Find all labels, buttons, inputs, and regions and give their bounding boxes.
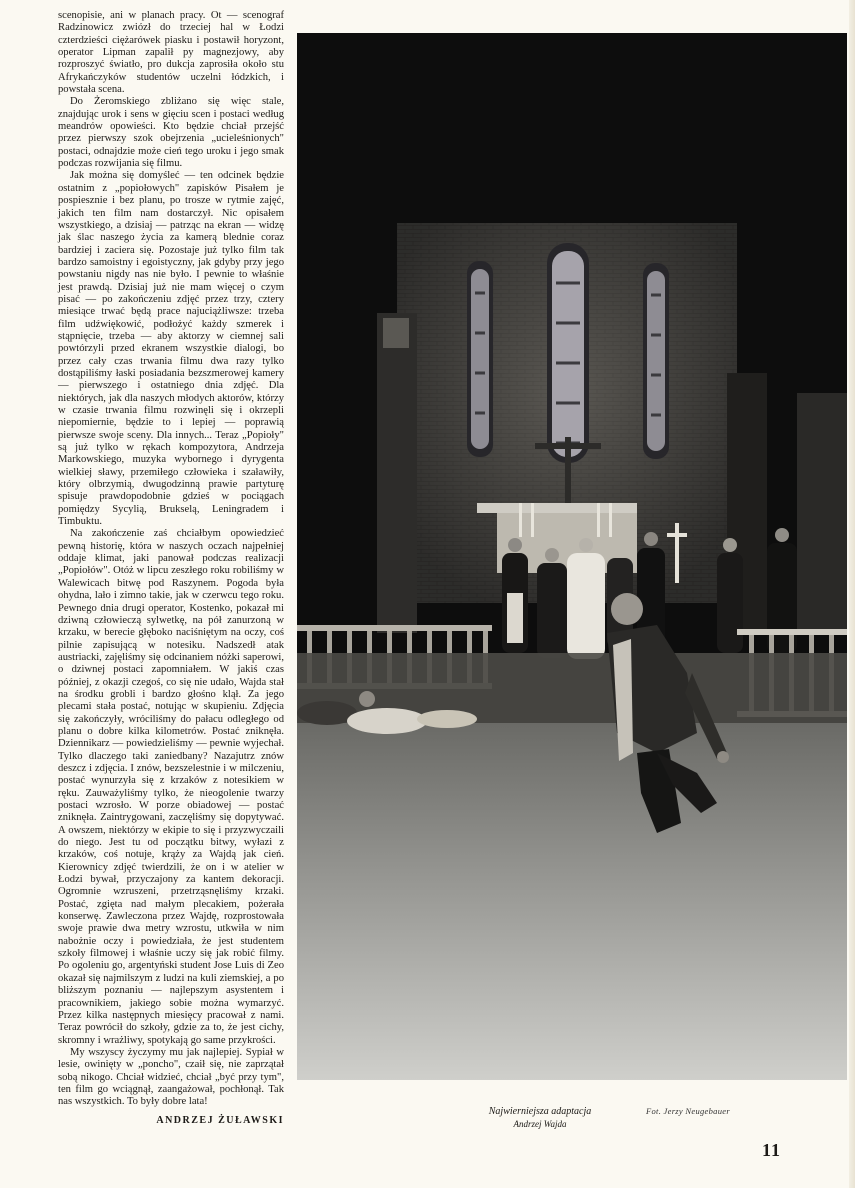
author-signature: ANDRZEJ ŻUŁAWSKI [156,1114,284,1126]
photo-credit: Fot. Jerzy Neugebauer [646,1106,730,1116]
article-paragraph: scenopisie, ani w planach pracy. Ot — scenograf Radzinowicz zwiózł do trzeciej hal w Łodzi czterdzieści ciężarówek piasku i postawił horyzont, operator Lipman zapalił py magnezjowy, aby rozproszyć światło, pro dukcja zaprosiła około stu Afrykańczyków studentów uczelni łódzkich, i powstała scena. [58,10,284,96]
page-number: 11 [762,1140,782,1160]
article-paragraph: Do Żeromskiego zbliżano się więc stale, znajdując urok i sens w gięciu scen i postaci według meandrów opowieści. Kto będzie chciał przejść przez pierwszy szok obejrzenia „ucieleśnionych" postaci, odnajdzie może cień tego uroku i jego smak podczas rozwijania się filmu. [58,96,284,170]
article-paragraph: Na zakończenie zaś chciałbym opowiedzieć pewną historię, która w naszych oczach najpełniej oddaje klimat, jaki panował podczas realizacji „Popiołów". Otóż w lipcu zeszłego roku robiliśmy w Walewicach bitwę pod Raszynem. Pogoda była ohydna, lało i zimno takie, jak w czerwcu tego roku. Pewnego dnia drugi operator, Kostenko, pokazał mi dziwną człowieczą sylwetkę, na pół zanurzoną w krzaku, w berecie głęboko naciśniętym na oczy, coś pilnie zapisującą w notesiku. Nadszedł atak austriacki, zajęliśmy się odcinaniem nóżki saperowi, o dziwnej postaci zapomniałem. W jakiś czas później, z okazji czegoś, co się nie udało, Wajda stał na środku grobli i bardzo głośno klął. Za jego plecami stała postać, notując w skupieniu. Zdjęcia się zakończyły, wróciliśmy do pałacu odległego od planu o dobre kilka kilometrów. Postać zniknęła. Dziennikarz — powiedzieliśmy — pewnie wyjechał. Tylko dlaczego taki zaniedbany? Nazajutrz znów deszcz i zdjęcia. I znów, bezszelestnie i w milczeniu, postać wynurzyła się z krzaków z notesikiem w ręku. Zauważyliśmy tylko, że nieogolenie twarzy postaci wzrosło. W porze obiadowej — postać zniknęła. Zaintrygowani, zaczęliśmy się dopytywać. A owszem, niektórzy w ekipie to się i przyzwyczaili do niego. Jest tu od początku bitwy, wyłazi z krzaków, coś notuje, krąży za Wajdą jak cień. Kierownicy zdjęć twierdzili, że on i w atelier w Łodzi bywał, przyczajony za kantem dekoracji. Ogromnie wzruszeni, przetrząsnęliśmy krzaki. Postać, zgięta nad małym plecakiem, pożerała konserwę. Zawleczona przez Wajdę, rozprostowała swoje prawie dwa metry wzrostu, utkwiła w nim nabożnie oczy i powiedziała, że jest studentem szkoły filmowej i właśnie uczy się jak robić filmy. Po ogoleniu go, argentyński student Jose Luis di Zeo okazał się najmilszym z ludzi na kuli ziemskiej, a po bliższym poznaniu — najlepszym asystentem i pracownikiem, jakiego sobie można wymarzyć. Przez kilka następnych miesięcy pracował z nami. Teraz powrócił do szkoły, gdzie za to, że jest cichy, skromny i wrażliwy, spotykają go same przykrości. [58,528,284,1046]
photo-caption [460,1105,620,1131]
page-edge [849,0,855,1188]
article-column [58,10,284,1127]
article-paragraph: My wszyscy życzymy mu jak najlepiej. Sypiał w lesie, owinięty w „poncho", czaił się, nie zaprzątał sobą nikogo. Chciał widzieć, chciał „być przy tym", ten film go wciągnął, zaangażował, pochłonął. Tak nas wszystkich. To były dobre lata! [58,1046,284,1108]
church-interior-photo [297,33,847,1080]
caption-subtitle: Andrzej Wajda [513,1119,567,1129]
caption-title: Najwierniejsza adaptacja [488,1106,592,1117]
article-paragraph: Jak można się domyśleć — ten odcinek będzie ostatnim z „popiołowych" zapisków Pisałem je pospiesznie i bez planu, po trosze w rytmie zajęć, jakich ten film nam dostarczył. Nic opisałem wszystkiego, a dzisiaj — patrząc na ekran — widzę jak ślac naszego życia za kamerą blednie coraz bardziej i zaciera się. Pozostaje już tylko film tak bardzo samoistny i egoistyczny, jak gdyby przy jego powstaniu nigdy nas nie było. I pewnie to właśnie jest prawdą. Dzisiaj już nie mam więcej o czym pisać — po zakończeniu zdjęć przez trzy, cztery miesiące trwać będą prace najuciążliwsze: trzeba film udźwiękowić, podłożyć każdy szmerek i stąpnięcie, trzeba — aby aktorzy w ciemnej sali powtórzyli przed ekranem wszystkie dialogi, bo przez cały czas trwania filmu dwa razy tylko dostąpiliśmy łaski posiadania bezszmerowej kamery — pierwszego i ostatniego dnia zdjęć. Dla niektórych, jak dla naszych młodych aktorów, którzy w czasie trwania filmu rozwinęli się i okrzepli niepomiernie, będzie to i lepiej — poprawią pierwsze swoje sceny. Dla innych... Teraz „Popioły" są już tylko w rękach kompozytora, Andrzeja Markowskiego, muzyka wybornego i dyrygenta wielkiej sławy, przemiłego człowieka i szaławiły, który olbrzymią, dwugodzinną prawie partyturę spisuje prawdopodobnie gdzieś w pociągach pomiędzy Sycylią, Brukselą, Leningradem i Timbuktu. [58,170,284,528]
